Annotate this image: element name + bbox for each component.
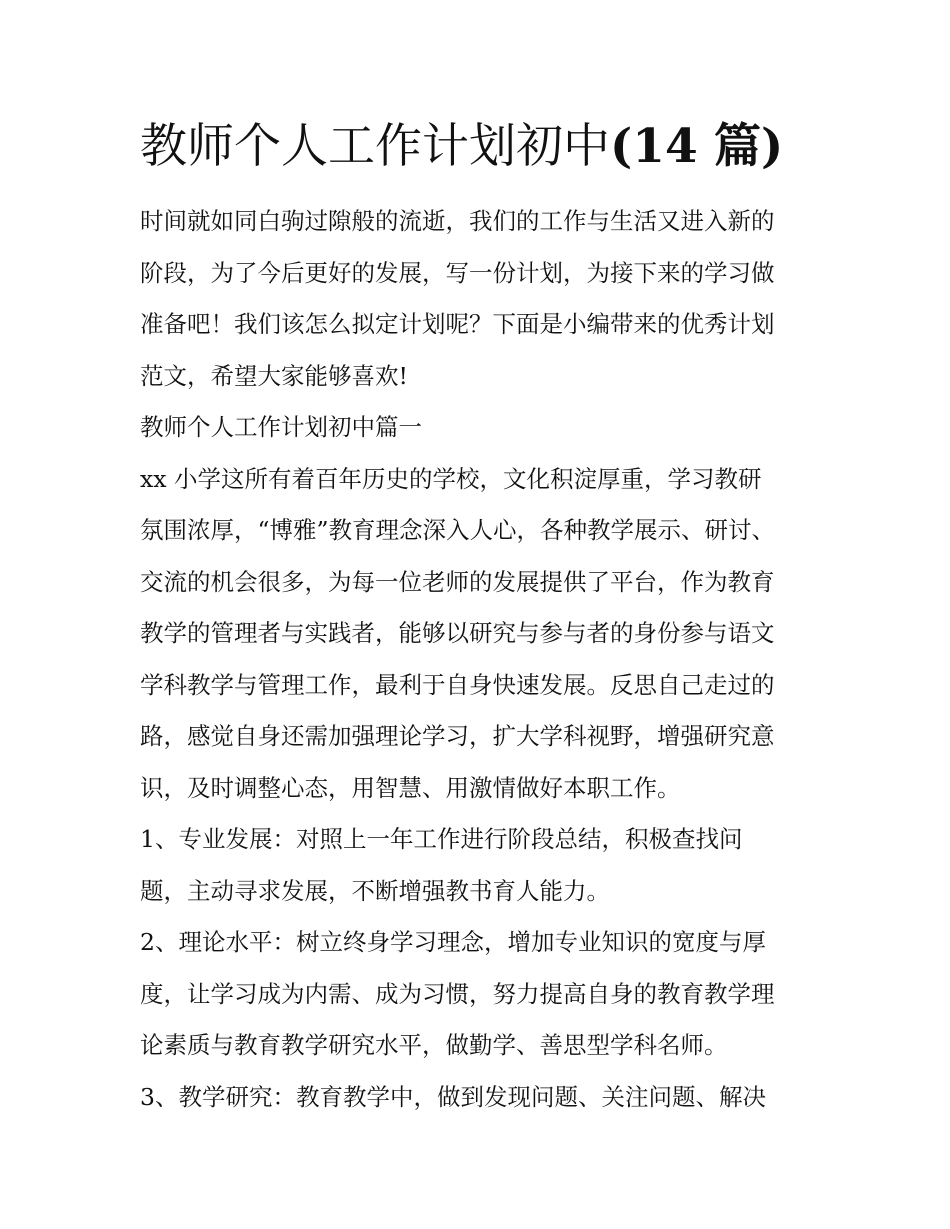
list-item-line: 度，让学习成为内需、成为习惯，努力提高自身的教育教学理 — [140, 979, 775, 1008]
list-item-line: 2、理论水平：树立终身学习理念，增加专业知识的宽度与厚 — [140, 928, 766, 956]
title-suffix: (14 篇) — [610, 119, 784, 174]
text-line: 范文，希望大家能够喜欢! — [140, 361, 408, 390]
text-line: 阶段，为了今后更好的发展，写一份计划，为接下来的学习做 — [140, 258, 775, 287]
list-item-line: 3、教学研究：教育教学中，做到发现问题、关注问题、解决 — [140, 1082, 766, 1111]
section-heading: 教师个人工作计划初中篇一 — [140, 413, 422, 441]
list-item-line: 题，主动寻求发展，不断增强教书育人能力。 — [140, 876, 610, 905]
text-line: 教学的管理者与实践者，能够以研究与参与者的身份参与语文 — [140, 619, 775, 647]
text-line: 交流的机会很多，为每一位老师的发展提供了平台，作为教育 — [140, 567, 775, 596]
list-item-line: 1、专业发展：对照上一年工作进行阶段总结，积极查找问 — [140, 825, 743, 853]
document-title — [140, 112, 840, 182]
text-line: 氛围浓厚，“博雅”教育理念深入人心，各种教学展示、研讨、 — [140, 516, 776, 544]
document-body — [140, 196, 830, 1123]
text-line: 时间就如同白驹过隙般的流逝，我们的工作与生活又进入新的 — [140, 207, 775, 235]
text-line: 准备吧！我们该怎么拟定计划呢？下面是小编带来的优秀计划 — [140, 310, 775, 338]
text-line: 学科教学与管理工作，最利于自身快速发展。反思自己走过的 — [140, 670, 775, 699]
text-line: 路，感觉自身还需加强理论学习，扩大学科视野，增强研究意 — [140, 722, 775, 750]
text-line: xx 小学这所有着百年历史的学校，文化积淀厚重，学习教研 — [140, 464, 762, 493]
text-line: 识，及时调整心态，用智慧、用激情做好本职工作。 — [140, 773, 681, 802]
list-item-line: 论素质与教育教学研究水平，做勤学、善思型学科名师。 — [140, 1031, 728, 1059]
title-main: 教师个人工作计划初中 — [140, 119, 610, 174]
